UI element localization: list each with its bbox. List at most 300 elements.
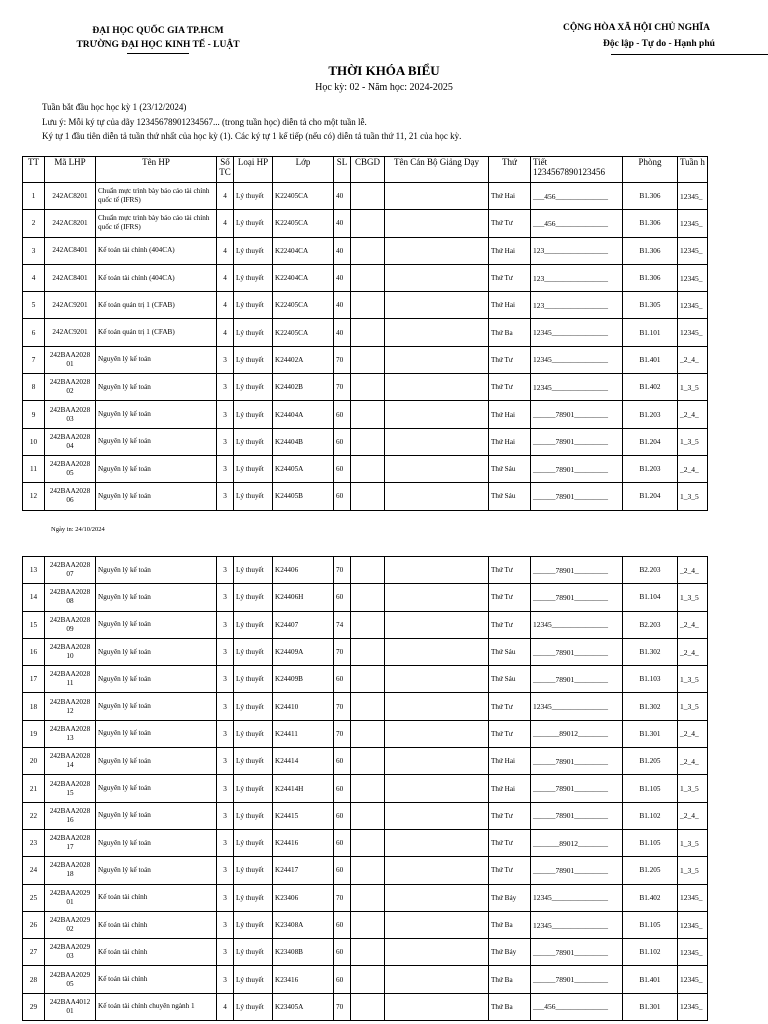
credits: 3 [217,966,234,993]
lecturer-name [385,183,489,210]
periods: ______78901_________ [531,428,623,455]
course-name: Nguyên lý kế toán [96,428,217,455]
course-code: 242BAA2028 04 [45,428,96,455]
room: B2.203 [623,611,678,638]
note-line: Tuần bắt đầu học học kỳ 1 (23/12/2024) [42,102,187,112]
class-name: K24410 [273,693,334,720]
periods: ______78901_________ [531,584,623,611]
room: B1.203 [623,455,678,482]
student-count: 40 [334,237,351,264]
row-number: 14 [23,584,45,611]
weeks: 12345_ [678,884,708,911]
class-name: K24404B [273,428,334,455]
periods: ______78901_________ [531,802,623,829]
row-number: 5 [23,292,45,319]
student-count: 70 [334,346,351,373]
course-type: Lý thuyết [234,966,273,993]
course-code: 242BAA2028 02 [45,374,96,401]
weekday: Thứ Hai [489,183,531,210]
row-number: 13 [23,557,45,584]
course-code: 242BAA2028 03 [45,401,96,428]
lecturer-name [385,748,489,775]
note-line: Ký tự 1 đầu tiên diễn tả tuần thứ nhất của học kỳ (1). Các ký tự 1 kế tiếp (nếu có) diễn tả tuần thứ 11, 21 của học kỳ. [42,131,462,141]
course-type: Lý thuyết [234,483,273,510]
course-code: 242BAA2028 01 [45,346,96,373]
weekday: Thứ Tư [489,802,531,829]
room: B1.306 [623,210,678,237]
periods: 12345_______________ [531,911,623,938]
credits: 3 [217,720,234,747]
student-count: 60 [334,802,351,829]
student-count: 70 [334,638,351,665]
course-type: Lý thuyết [234,748,273,775]
periods: 123_________________ [531,237,623,264]
course-name: Nguyên lý kế toán [96,401,217,428]
credits: 3 [217,802,234,829]
credits: 3 [217,884,234,911]
course-type: Lý thuyết [234,666,273,693]
course-code: 242BAA2028 09 [45,611,96,638]
table-row [23,748,708,775]
table-row [23,720,708,747]
room: B1.401 [623,346,678,373]
student-count: 40 [334,292,351,319]
row-number: 2 [23,210,45,237]
credits: 3 [217,666,234,693]
credits: 4 [217,183,234,210]
weeks: 12345_ [678,966,708,993]
course-type: Lý thuyết [234,884,273,911]
course-type: Lý thuyết [234,611,273,638]
course-name: Nguyên lý kế toán [96,802,217,829]
course-type: Lý thuyết [234,775,273,802]
periods: 12345_______________ [531,374,623,401]
lecturer-name [385,237,489,264]
timetable-page2 [22,556,708,1021]
student-count: 74 [334,611,351,638]
course-name: Nguyên lý kế toán [96,829,217,856]
weekday: Thứ Sáu [489,666,531,693]
table-row [23,666,708,693]
col-header: TT [23,157,45,183]
weekday: Thứ Tư [489,346,531,373]
table-row [23,346,708,373]
student-count: 70 [334,884,351,911]
weeks: 12345_ [678,993,708,1020]
table-row [23,966,708,993]
weekday: Thứ Hai [489,401,531,428]
lecturer-name [385,802,489,829]
lecturer-name [385,720,489,747]
credits: 3 [217,374,234,401]
row-number: 7 [23,346,45,373]
table-row [23,884,708,911]
weeks: 12345_ [678,911,708,938]
course-code: 242AC8401 [45,237,96,264]
course-name: Nguyên lý kế toán [96,693,217,720]
room: B1.104 [623,584,678,611]
student-count: 60 [334,584,351,611]
row-number: 12 [23,483,45,510]
weekday: Thứ Ba [489,966,531,993]
lecturer-code [351,237,385,264]
class-name: K22405CA [273,183,334,210]
class-name: K23406 [273,884,334,911]
room: B1.302 [623,693,678,720]
motto-line1: CỘNG HÒA XÃ HỘI CHỦ NGHĨA [563,23,710,33]
periods: ______78901_________ [531,748,623,775]
course-name: Nguyên lý kế toán [96,666,217,693]
table-row [23,939,708,966]
table-row [23,292,708,319]
periods: ___456______________ [531,993,623,1020]
room: B1.203 [623,401,678,428]
course-code: 242BAA2029 01 [45,884,96,911]
course-code: 242BAA2028 11 [45,666,96,693]
room: B1.306 [623,237,678,264]
row-number: 17 [23,666,45,693]
class-name: K24402B [273,374,334,401]
class-name: K24411 [273,720,334,747]
weeks: _2_4_ [678,611,708,638]
student-count: 60 [334,857,351,884]
student-count: 40 [334,183,351,210]
course-name: Nguyên lý kế toán [96,720,217,747]
class-name: K24409A [273,638,334,665]
credits: 3 [217,857,234,884]
lecturer-name [385,611,489,638]
student-count: 40 [334,210,351,237]
weeks: 1_3_5 [678,693,708,720]
lecturer-code [351,829,385,856]
lecturer-code [351,346,385,373]
lecturer-code [351,210,385,237]
lecturer-name [385,557,489,584]
weekday: Thứ Bảy [489,939,531,966]
course-code: 242AC8201 [45,210,96,237]
lecturer-code [351,374,385,401]
class-name: K23405A [273,993,334,1020]
table-row [23,455,708,482]
lecturer-name [385,346,489,373]
student-count: 60 [334,966,351,993]
room: B1.302 [623,638,678,665]
lecturer-code [351,183,385,210]
weekday: Thứ Tư [489,611,531,638]
note-line: Lưu ý: Mỗi ký tự của dãy 12345678901234567... (trong tuần học) diễn tả cho một tuần lễ. [42,116,367,127]
periods: ______78901_________ [531,857,623,884]
periods: 12345_______________ [531,693,623,720]
lecturer-code [351,939,385,966]
student-count: 60 [334,483,351,510]
weeks: _2_4_ [678,455,708,482]
room: B1.402 [623,374,678,401]
class-name: K23408B [273,939,334,966]
course-name: Nguyên lý kế toán [96,584,217,611]
row-number: 25 [23,884,45,911]
row-number: 8 [23,374,45,401]
lecturer-code [351,611,385,638]
lecturer-name [385,693,489,720]
class-name: K23408A [273,911,334,938]
class-name: K24417 [273,857,334,884]
class-name: K22405CA [273,210,334,237]
course-type: Lý thuyết [234,292,273,319]
weeks: 1_3_5 [678,483,708,510]
credits: 4 [217,210,234,237]
table-row [23,802,708,829]
course-code: 242BAA2028 18 [45,857,96,884]
room: B1.101 [623,319,678,346]
lecturer-name [385,483,489,510]
col-header: Lớp [273,157,334,183]
lecturer-name [385,884,489,911]
weeks: _2_4_ [678,557,708,584]
table-row [23,829,708,856]
credits: 4 [217,264,234,291]
row-number: 24 [23,857,45,884]
table-row [23,611,708,638]
course-name: Nguyên lý kế toán [96,374,217,401]
col-header: Mã LHP [45,157,96,183]
weekday: Thứ Hai [489,775,531,802]
lecturer-name [385,319,489,346]
course-code: 242AC9201 [45,292,96,319]
semester-subtitle: Học kỳ: 02 - Năm học: 2024-2025 [315,82,453,93]
row-number: 10 [23,428,45,455]
periods: ___456______________ [531,210,623,237]
lecturer-code [351,857,385,884]
col-header: Tiết 1234567890123456 [531,157,623,183]
periods: _______89012________ [531,720,623,747]
weeks: _2_4_ [678,346,708,373]
weekday: Thứ Tư [489,693,531,720]
periods: ______78901_________ [531,666,623,693]
lecturer-code [351,748,385,775]
weekday: Thứ Hai [489,748,531,775]
credits: 3 [217,483,234,510]
row-number: 28 [23,966,45,993]
lecturer-code [351,638,385,665]
class-name: K24409B [273,666,334,693]
room: B1.306 [623,264,678,291]
student-count: 60 [334,911,351,938]
periods: ______78901_________ [531,775,623,802]
credits: 3 [217,775,234,802]
periods: ______78901_________ [531,966,623,993]
course-type: Lý thuyết [234,346,273,373]
weekday: Thứ Hai [489,292,531,319]
course-code: 242BAA2028 13 [45,720,96,747]
room: B1.205 [623,748,678,775]
student-count: 60 [334,748,351,775]
col-header: Thứ [489,157,531,183]
lecturer-code [351,264,385,291]
course-type: Lý thuyết [234,401,273,428]
credits: 3 [217,584,234,611]
row-number: 18 [23,693,45,720]
course-name: Kế toán tài chính [96,884,217,911]
weeks: _2_4_ [678,720,708,747]
lecturer-code [351,483,385,510]
row-number: 26 [23,911,45,938]
course-name: Kế toán tài chính [96,911,217,938]
credits: 4 [217,292,234,319]
weekday: Thứ Sáu [489,455,531,482]
periods: ______78901_________ [531,557,623,584]
lecturer-name [385,829,489,856]
course-name: Nguyên lý kế toán [96,748,217,775]
credits: 3 [217,829,234,856]
lecturer-name [385,401,489,428]
course-code: 242BAA2028 10 [45,638,96,665]
weeks: 12345_ [678,237,708,264]
course-name: Kế toán quản trị 1 (CFAB) [96,319,217,346]
credits: 4 [217,237,234,264]
course-type: Lý thuyết [234,183,273,210]
room: B1.306 [623,183,678,210]
table-row [23,584,708,611]
class-name: K24402A [273,346,334,373]
credits: 3 [217,428,234,455]
lecturer-name [385,775,489,802]
weekday: Thứ Tư [489,720,531,747]
table-row [23,557,708,584]
room: B1.102 [623,939,678,966]
course-name: Nguyên lý kế toán [96,557,217,584]
class-name: K22404CA [273,264,334,291]
course-type: Lý thuyết [234,210,273,237]
course-type: Lý thuyết [234,584,273,611]
student-count: 60 [334,455,351,482]
col-header: SL [334,157,351,183]
weeks: _2_4_ [678,802,708,829]
course-type: Lý thuyết [234,993,273,1020]
row-number: 11 [23,455,45,482]
class-name: K24406H [273,584,334,611]
weeks: 1_3_5 [678,428,708,455]
class-name: K24415 [273,802,334,829]
periods: 12345_______________ [531,884,623,911]
table-row [23,374,708,401]
student-count: 70 [334,993,351,1020]
weekday: Thứ Ba [489,911,531,938]
class-name: K22404CA [273,237,334,264]
course-code: 242BAA2028 14 [45,748,96,775]
table-header-row [23,157,708,183]
course-type: Lý thuyết [234,802,273,829]
col-header: Phòng [623,157,678,183]
credits: 3 [217,748,234,775]
credits: 3 [217,346,234,373]
lecturer-name [385,210,489,237]
table-row [23,264,708,291]
weekday: Thứ Tư [489,557,531,584]
lecturer-code [351,292,385,319]
lecturer-code [351,455,385,482]
course-type: Lý thuyết [234,829,273,856]
row-number: 15 [23,611,45,638]
class-name: K24414 [273,748,334,775]
credits: 3 [217,401,234,428]
periods: ______78901_________ [531,939,623,966]
lecturer-name [385,666,489,693]
table-row [23,693,708,720]
student-count: 70 [334,374,351,401]
course-type: Lý thuyết [234,638,273,665]
course-name: Nguyên lý kế toán [96,346,217,373]
lecturer-name [385,374,489,401]
course-name: Nguyên lý kế toán [96,857,217,884]
row-number: 22 [23,802,45,829]
weekday: Thứ Tư [489,374,531,401]
lecturer-name [385,584,489,611]
lecturer-name [385,857,489,884]
weekday: Thứ Tư [489,584,531,611]
weeks: 12345_ [678,292,708,319]
credits: 3 [217,939,234,966]
room: B1.105 [623,911,678,938]
table-row [23,428,708,455]
class-name: K24405A [273,455,334,482]
room: B1.105 [623,829,678,856]
notes [42,100,461,144]
class-name: K24414H [273,775,334,802]
class-name: K23416 [273,966,334,993]
col-header: Số TC [217,157,234,183]
weeks: 1_3_5 [678,584,708,611]
student-count: 60 [334,666,351,693]
student-count: 40 [334,264,351,291]
course-name: Nguyên lý kế toán [96,638,217,665]
table-row [23,911,708,938]
motto-underline [611,54,768,55]
row-number: 21 [23,775,45,802]
col-header: Tên HP [96,157,217,183]
periods: ______78901_________ [531,455,623,482]
table-row [23,319,708,346]
student-count: 60 [334,428,351,455]
school-name: TRƯỜNG ĐẠI HỌC KINH TẾ - LUẬT [76,40,240,50]
timetable-page1 [22,156,708,511]
room: B2.203 [623,557,678,584]
credits: 3 [217,638,234,665]
weeks: 1_3_5 [678,374,708,401]
national-motto [563,20,768,55]
weekday: Thứ Ba [489,319,531,346]
credits: 3 [217,693,234,720]
weeks: _2_4_ [678,401,708,428]
row-number: 4 [23,264,45,291]
university-name: ĐẠI HỌC QUỐC GIA TP.HCM [92,26,224,36]
weeks: 12345_ [678,210,708,237]
course-type: Lý thuyết [234,374,273,401]
row-number: 6 [23,319,45,346]
course-code: 242BAA2028 05 [45,455,96,482]
page-title: THỜI KHÓA BIỂU [328,63,440,78]
course-name: Kế toán tài chính [96,966,217,993]
weekday: Thứ Sáu [489,638,531,665]
lecturer-code [351,584,385,611]
room: B1.402 [623,884,678,911]
col-header: Tên Cán Bộ Giảng Dạy [385,157,489,183]
class-name: K24404A [273,401,334,428]
room: B1.305 [623,292,678,319]
course-code: 242BAA4012 01 [45,993,96,1020]
course-code: 242BAA2029 05 [45,966,96,993]
weekday: Thứ Tư [489,210,531,237]
periods: _______89012________ [531,829,623,856]
